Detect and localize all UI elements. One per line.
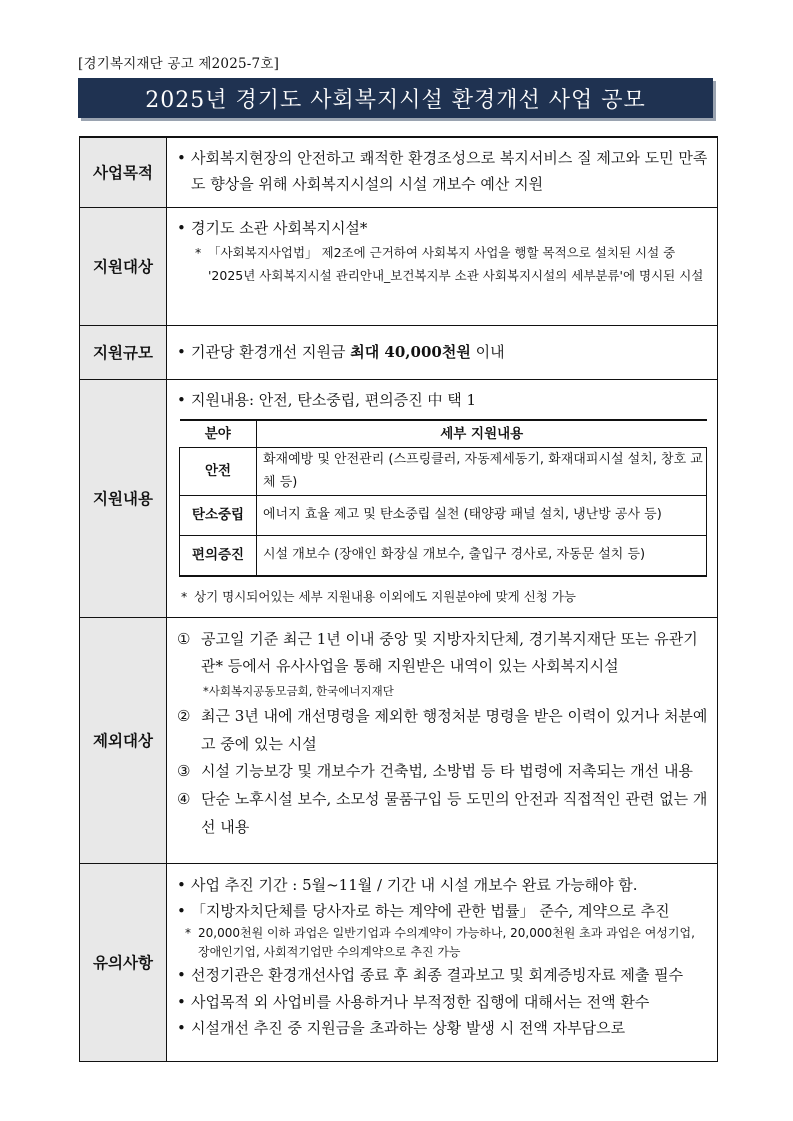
field-cell: 편의증진 (180, 536, 257, 577)
detail-cell: 시설 개보수 (장애인 화장실 개보수, 출입구 경사로, 자동문 설치 등) (257, 536, 707, 577)
list-item: • 「지방자치단체를 당사자로 하는 계약에 관한 법률」 준수, 계약으로 추진 (177, 898, 709, 924)
bullet-icon: • (177, 901, 186, 920)
detail-cell: 에너지 효율 제고 및 탄소중립 실천 (태양광 패널 설치, 냉난방 공사 등) (257, 496, 707, 536)
list-item: • 사업목적 외 사업비를 사용하거나 부적정한 집행에 대해서는 전액 환수 (177, 989, 709, 1015)
row-scale (80, 325, 718, 379)
content-bullet: 지원내용: 안전, 탄소중립, 편의증진 中 택 1 (191, 390, 477, 409)
detail-cell: 화재예방 및 안전관리 (스프링클러, 자동제세동기, 화재대피시설 설치, 창호 교체 등) (257, 448, 707, 496)
list-item: ③ 시설 기능보강 및 개보수가 건축법, 소방법 등 타 법령에 저촉되는 개선 내용 (177, 762, 693, 781)
list-item: • 선정기관은 환경개선사업 종료 후 최종 결과보고 및 회계증빙자료 제출 필수 (177, 962, 709, 988)
table-row (180, 496, 707, 536)
column-header-field: 분야 (180, 420, 257, 448)
bullet-icon: • (177, 875, 186, 894)
purpose-label: 사업목적 (80, 137, 167, 207)
target-bullet: 경기도 소관 사회복지시설* (191, 218, 368, 237)
row-content (80, 379, 718, 617)
list-item: ① 공고일 기준 최근 1년 이내 중앙 및 지방자치단체, 경기복지재단 또는 유관기관* 등에서 유사사업을 통해 지원받은 내역이 있는 사회복지시설 (177, 629, 698, 676)
target-label: 지원대상 (80, 207, 167, 325)
exclusion-sub-note: *사회복지공동모금회, 한국에너지재단 (203, 684, 394, 698)
row-purpose (80, 137, 718, 207)
bullet-icon: • (177, 966, 186, 985)
bullet-icon: • (177, 390, 186, 409)
asterisk-icon: * (181, 589, 188, 605)
content-label: 지원내용 (80, 379, 167, 617)
asterisk-icon: * (185, 926, 191, 940)
caution-label: 유의사항 (80, 863, 167, 1061)
purpose-text: 사회복지현장의 안전하고 쾌적한 환경조성으로 복지서비스 질 제고와 도민 만족도 향상을 위해 사회복지시설의 시설 개보수 예산 지원 (191, 149, 708, 193)
table-row (180, 448, 707, 496)
scale-amount: 최대 40,000천원 (350, 343, 471, 362)
scale-label: 지원규모 (80, 325, 167, 379)
support-detail-table (179, 419, 707, 577)
scale-suffix: 이내 (470, 343, 505, 362)
list-item: • 시설개선 추진 중 지원금을 초과하는 상황 발생 시 전액 자부담으로 (177, 1015, 709, 1041)
row-target (80, 207, 718, 325)
list-item: ④ 단순 노후시설 보수, 소모성 물품구입 등 도민의 안전과 직접적인 관련 없는 개선 내용 (177, 790, 708, 836)
announcement-table (79, 136, 718, 1062)
target-note: 「사회복지사업법」 제2조에 근거하여 사회복지 사업을 행할 목적으로 설치된 시설 중 '2025년 사회복지시설 관리안내_보건복지부 소관 사회복지시설의 세부분류'에 명시된 시설 (208, 245, 704, 284)
bullet-icon: • (177, 218, 186, 237)
bullet-icon: • (177, 1018, 186, 1037)
list-item: • 사업 추진 기간 : 5월~11월 / 기간 내 시설 개보수 완료 가능해야 함. (177, 872, 709, 898)
row-caution (80, 863, 718, 1061)
table-row (180, 536, 707, 577)
bullet-icon: • (177, 149, 186, 167)
column-header-detail: 세부 지원내용 (257, 420, 707, 448)
list-item: ② 최근 3년 내에 개선명령을 제외한 행정처분 명령을 받은 이력이 있거나 처분예고 중에 있는 시설 (177, 706, 708, 753)
notice-number: [경기복지재단 공고 제2025-7호] (78, 56, 280, 72)
field-cell: 탄소중립 (180, 496, 257, 536)
bullet-icon: • (177, 992, 186, 1011)
exclusion-label: 제외대상 (80, 617, 167, 863)
content-note: 상기 명시되어있는 세부 지원내용 이외에도 지원분야에 맞게 신청 가능 (194, 589, 576, 605)
field-cell: 안전 (180, 448, 257, 496)
caution-note: 20,000천원 이하 과업은 일반기업과 수의계약이 가능하나, 20,000천원 초과 과업은 여성기업, 장애인기업, 사회적기업만 수의계약으로 추진 가능 (198, 926, 695, 960)
row-exclusion (80, 617, 718, 863)
page-title: 2025년 경기도 사회복지시설 환경개선 사업 공모 (78, 78, 713, 118)
scale-prefix: 기관당 환경개선 지원금 (191, 343, 351, 362)
asterisk-icon: * (195, 245, 202, 261)
bullet-icon: • (177, 343, 186, 362)
